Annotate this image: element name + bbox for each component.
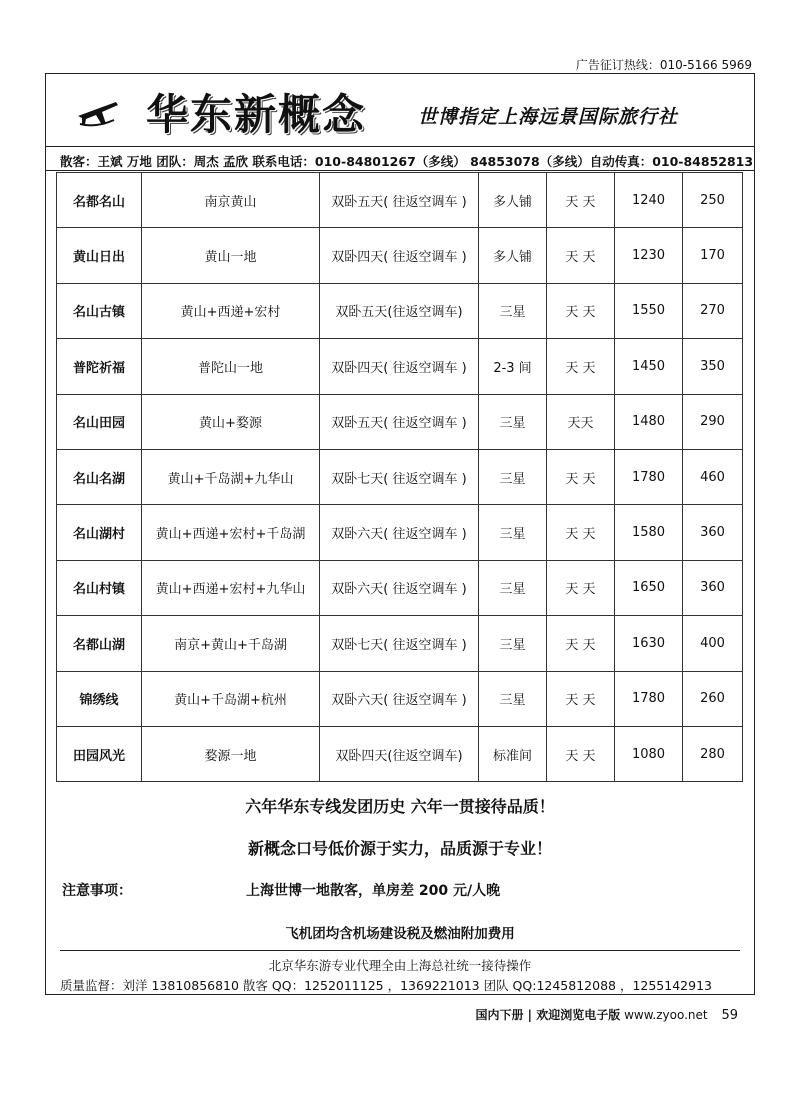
cell-hotel: 三星 (479, 560, 547, 615)
slogan-quality: 新概念口号低价源于实力，品质源于专业！ (247, 839, 552, 858)
cell-departure: 天 天 (547, 449, 615, 504)
cell-price1: 1450 (615, 339, 683, 394)
cell-trip: 双卧五天( 往返空调车 ) (320, 173, 479, 228)
footer-text: 国内下册 | 欢迎浏览电子版 (475, 1008, 621, 1022)
cell-hotel: 三星 (479, 671, 547, 726)
cell-trip: 双卧七天( 往返空调车 ) (320, 449, 479, 504)
cell-route: 黄山一地 (142, 228, 320, 283)
table-row (57, 449, 743, 504)
cell-price2: 350 (683, 339, 743, 394)
table-row (57, 394, 743, 449)
supervision-contacts: 质量监督：刘洋 13810856810 散客 QQ：1252011125 ，1369221013 团队 QQ:1245812088 ，1255142913 (60, 978, 712, 993)
cell-price1: 1780 (615, 449, 683, 504)
cell-departure: 天 天 (547, 616, 615, 671)
cell-departure: 天 天 (547, 505, 615, 560)
cell-hotel: 多人铺 (479, 228, 547, 283)
cell-hotel: 三星 (479, 505, 547, 560)
cell-name: 名山古镇 (57, 283, 142, 338)
footer-url[interactable]: www.zyoo.net (624, 1008, 708, 1022)
table-row (57, 339, 743, 394)
contact-divider (46, 170, 754, 171)
cell-name: 名都名山 (57, 173, 142, 228)
cell-price2: 170 (683, 228, 743, 283)
header-divider (46, 146, 754, 147)
cell-price2: 460 (683, 449, 743, 504)
ad-frame (45, 73, 755, 995)
cell-route: 南京+黄山+千岛湖 (142, 616, 320, 671)
cell-departure: 天 天 (547, 339, 615, 394)
cell-price1: 1650 (615, 560, 683, 615)
cell-price1: 1630 (615, 616, 683, 671)
cell-hotel: 三星 (479, 449, 547, 504)
cell-hotel: 三星 (479, 394, 547, 449)
cell-price1: 1580 (615, 505, 683, 560)
cell-route: 黄山+西递+宏村+九华山 (142, 560, 320, 615)
cell-name: 名山村镇 (57, 560, 142, 615)
cell-hotel: 标准间 (479, 726, 547, 781)
cell-departure: 天天 (547, 394, 615, 449)
cell-route: 黄山+千岛湖+杭州 (142, 671, 320, 726)
table-row (57, 173, 743, 228)
agent-line: 北京华东游专业代理全由上海总社统一接待操作 (268, 958, 532, 973)
cell-name: 田园风光 (57, 726, 142, 781)
cell-price2: 290 (683, 394, 743, 449)
cell-price2: 260 (683, 671, 743, 726)
cell-price2: 360 (683, 505, 743, 560)
cell-trip: 双卧六天( 往返空调车 ) (320, 560, 479, 615)
cell-departure: 天 天 (547, 671, 615, 726)
note-single-room: 上海世博一地散客，单房差 200 元/人晚 (246, 883, 501, 899)
cell-route: 黄山+西递+宏村 (142, 283, 320, 338)
table-row (57, 671, 743, 726)
cell-price2: 250 (683, 173, 743, 228)
ad-header (46, 74, 754, 147)
table-row (57, 726, 743, 781)
cell-price1: 1480 (615, 394, 683, 449)
cell-price1: 1550 (615, 283, 683, 338)
cell-hotel: 2-3 间 (479, 339, 547, 394)
cell-departure: 天 天 (547, 283, 615, 338)
page-number: 59 (721, 1008, 738, 1023)
cell-departure: 天 天 (547, 173, 615, 228)
cell-route: 南京黄山 (142, 173, 320, 228)
bottom-divider (60, 950, 740, 951)
page-footer (476, 1006, 739, 1023)
cell-name: 普陀祈福 (57, 339, 142, 394)
agency-name: 世博指定上海远景国际旅行社 (418, 106, 679, 128)
cell-name: 名山田园 (57, 394, 142, 449)
cell-hotel: 三星 (479, 616, 547, 671)
cell-trip: 双卧六天( 往返空调车 ) (320, 671, 479, 726)
cell-price1: 1240 (615, 173, 683, 228)
cell-trip: 双卧五天( 往返空调车 ) (320, 394, 479, 449)
cell-name: 黄山日出 (57, 228, 142, 283)
cell-trip: 双卧五天(往返空调车) (320, 283, 479, 338)
cell-hotel: 多人铺 (479, 173, 547, 228)
cell-name: 名都山湖 (57, 616, 142, 671)
cell-price1: 1230 (615, 228, 683, 283)
cell-trip: 双卧四天( 往返空调车 ) (320, 228, 479, 283)
cell-name: 锦绣线 (57, 671, 142, 726)
cell-departure: 天 天 (547, 726, 615, 781)
cell-departure: 天 天 (547, 560, 615, 615)
cell-trip: 双卧六天( 往返空调车 ) (320, 505, 479, 560)
ad-hotline: 广告征订热线：010-5166 5969 (575, 58, 752, 72)
cell-hotel: 三星 (479, 283, 547, 338)
table-row (57, 228, 743, 283)
cell-price2: 400 (683, 616, 743, 671)
cell-price2: 360 (683, 560, 743, 615)
cell-trip: 双卧四天(往返空调车) (320, 726, 479, 781)
cell-name: 名山名湖 (57, 449, 142, 504)
cell-route: 黄山+婺源 (142, 394, 320, 449)
table-row (57, 283, 743, 338)
contact-line: 散客：王斌 万地 团队：周杰 孟欣 联系电话：010-84801267（多线） 84853078（多线）自动传真：010-84852813 (60, 154, 754, 169)
cell-route: 婺源一地 (142, 726, 320, 781)
cell-price1: 1080 (615, 726, 683, 781)
brand-title: 华东新概念 (146, 90, 367, 139)
cell-price1: 1780 (615, 671, 683, 726)
slogan-history: 六年华东专线发团历史 六年一贯接待品质！ (245, 797, 555, 816)
table-row (57, 560, 743, 615)
cell-departure: 天 天 (547, 228, 615, 283)
cell-name: 名山湖村 (57, 505, 142, 560)
cell-route: 黄山+西递+宏村+千岛湖 (142, 505, 320, 560)
table-row (57, 505, 743, 560)
notes-label: 注意事项： (62, 883, 132, 899)
note-airport-tax: 飞机团均含机场建设税及燃油附加费用 (285, 926, 515, 942)
table-row (57, 616, 743, 671)
cell-trip: 双卧四天( 往返空调车 ) (320, 339, 479, 394)
cell-route: 黄山+千岛湖+九华山 (142, 449, 320, 504)
cell-trip: 双卧七天( 往返空调车 ) (320, 616, 479, 671)
cell-price2: 280 (683, 726, 743, 781)
airplane-logo-icon (76, 94, 120, 130)
cell-route: 普陀山一地 (142, 339, 320, 394)
cell-price2: 270 (683, 283, 743, 338)
routes-table (56, 172, 743, 782)
